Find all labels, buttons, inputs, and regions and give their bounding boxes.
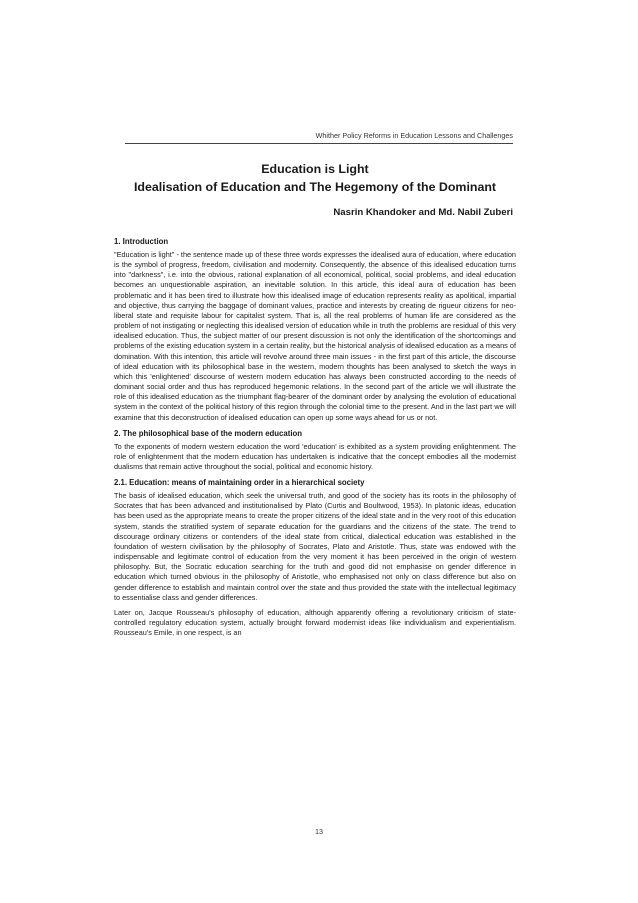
- page-number: 13: [315, 827, 323, 836]
- article-subtitle: Idealisation of Education and The Hegemony of the Dominant: [133, 180, 497, 194]
- article-body: [114, 236, 516, 643]
- section-heading-philosophical-base: 2. The philosophical base of the modern education: [114, 428, 303, 438]
- running-header: Whither Policy Reforms in Education Lessons and Challenges: [315, 131, 513, 140]
- section-heading-maintaining-order: 2.1. Education: means of maintaining order in a hierarchical society: [114, 478, 365, 488]
- paragraph-introduction: "Education is light" - the sentence made up of these three words expresses the idealised aura of education, where education is the symbol of progress, freedom, civilisation and modernity. Consequently, the absence of this idealised education turns into "darkness", i.e. into the obvious, rational explanation of all economical, political, social problems, and ideal education becomes an unquestionable aspiration, an inevitable solution. In this article, this ideal aura of education has been problematic and it has been tired to illustrate how this idealised image of education represents reality as apolitical, impartial and objective, thus carrying the baggage of dominant values, practice and interests by creating de rigueur citizens for neo-liberal state and requisite labour for capitalist system. That is, all the real problems of human life are considered as the problem of not instigating or neglecting this idealised version of education while in truth the problems are residual of this very idealised education. Thus, the subject matter of our present discussion is not only the identification of the shortcomings and problems of the existing education system in a certain reality, but the historical analysis of idealised education as a means of domination. With this intention, this article will revolve around three main issues - in the first part of this article, the discourse of ideal education with its philosophical base in the western, modern thoughts has been analysed to sketch the ways in which this 'enlightened' discourse of western modern education has always been constructed according to the needs of dominant social order and thus has reproduced hegemonic relations. In the second part of the article we will illustrate the role of this idealised education as the triumphant flag-bearer of the dominant order by analysing the evolution of educational system in the context of the political history of this region through the colonial time to the present. And in the last part we will examine that this deconstruction of idealised education can open up some ways ahead for us or not.: [114, 250, 516, 422]
- paragraph-rousseau: Later on, Jacque Rousseau's philosophy of education, although apparently offering a revolutionary criticism of state-controlled regulatory education system, actually brought forward modernist ideas like individualism and experientialism. Rousseau's Emile, in one respect, is an: [114, 607, 516, 638]
- article-title: Education is Light: [261, 162, 369, 176]
- section-heading-introduction: 1. Introduction: [114, 237, 169, 246]
- paragraph-philosophical-base: To the exponents of modern western education the word 'education' is exhibited as a system providing enlightenment. The role of enlightenment that the modern education has undertaken is indicative that the concept embodies all the modernist dualisms that remain active throughout the social, political and economic history.: [114, 441, 516, 471]
- author-line: Nasrin Khandoker and Md. Nabil Zuberi: [333, 207, 513, 218]
- title-block: [114, 161, 516, 196]
- paragraph-maintaining-order: The basis of idealised education, which seek the universal truth, and good of the society has its roots in the philosophy of Socrates that has been advanced and institutionalised by Plato (Curtis and Boultwood, 1953). In platonic ideas, education has been used as the appropriate means to create the proper citizens of the ideal state and in the very root of this education system, stands the stratified system of separate education for the guardians and the citizens of the state. The trend to discourage ordinary citizens or contenders of the ideal state from critical, dialectical education was established in the foundation of western civilisation by the philosophy of Socrates, Plato and Aristotle. Thus, state was endowed with the indispensable and legitimate control of education from the very moment it has been perceived in the origin of western philosophy. But, the Socratic education searching for the truth and good did not emphasise on gender difference in education which turned obvious in the philosophy of Aristotle, who emphasised not only on class difference but also on gender difference to establish and maintain control over the state and thus provided the state with the intellectual legitimacy to essentialise class and gender differences.: [114, 491, 516, 602]
- header-rule: [125, 143, 513, 144]
